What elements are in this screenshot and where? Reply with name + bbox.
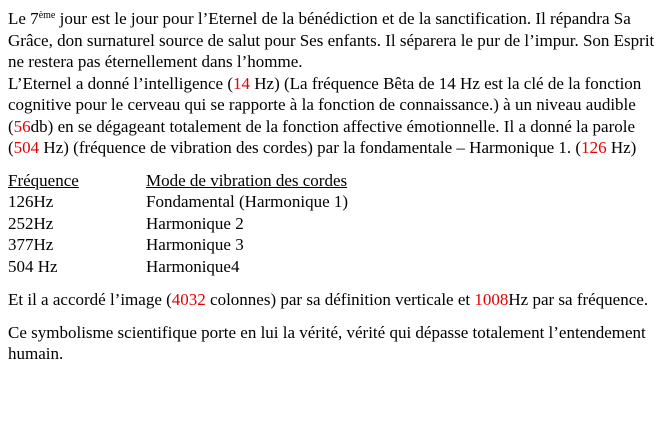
paragraph-text: Hz par sa fréquence. bbox=[508, 290, 649, 309]
paragraph-text: Le 7 bbox=[8, 9, 39, 28]
table-cell: Fondamental (Harmonique 1) bbox=[146, 192, 349, 211]
paragraph-text: Hz) (fréquence de vibration des cordes) par la fondamentale – Harmonique 1. ( bbox=[39, 138, 582, 157]
ordinal-superscript: ème bbox=[38, 10, 56, 21]
highlight-value: 4032 bbox=[171, 290, 206, 309]
paragraph-text: Hz) bbox=[606, 138, 637, 157]
paragraph-text: Et il a accordé l’image ( bbox=[8, 290, 172, 309]
paragraph-seventh-day bbox=[8, 8, 658, 73]
highlight-value: 126 bbox=[581, 138, 607, 157]
highlight-value: 504 bbox=[13, 138, 40, 157]
table-header-cell: Fréquence bbox=[8, 170, 79, 190]
table-cell: 504 Hz bbox=[8, 256, 58, 276]
table-row bbox=[8, 256, 658, 278]
highlight-value: 14 bbox=[233, 73, 251, 93]
table-row bbox=[8, 191, 658, 213]
paragraph-text: jour est le jour pour l’Eternel de la bénédiction et de la sanctification. Il répandra Sa Grâce, don surnaturel source de salut pour Ses enfants. Il séparera le pur de l’impur. Son Esprit ne restera pas éternellement dans l’homme. bbox=[8, 9, 655, 71]
paragraph-intelligence bbox=[8, 73, 658, 159]
table-cell: 377Hz bbox=[8, 235, 54, 254]
paragraph-text: colonnes) par sa définition verticale et bbox=[205, 290, 475, 309]
paragraph-text: L’Eternel a donné l’intelligence ( bbox=[8, 73, 234, 93]
table-cell: Harmonique4 bbox=[146, 256, 240, 276]
paragraph-text: Hz) (La fréquence Bêta de 14 Hz est la clé de la fonction cognitive pour le cerveau qui se rapporte à la fonction de connaissance.) à un niveau audible ( bbox=[8, 73, 642, 136]
table-cell: Harmonique 2 bbox=[146, 213, 244, 233]
table-header-row bbox=[8, 170, 658, 192]
table-row bbox=[8, 213, 658, 235]
paragraph-symbolism: Ce symbolisme scientifique porte en lui la vérité, vérité qui dépasse totalement l’entendement humain. bbox=[8, 322, 646, 363]
frequency-table bbox=[8, 170, 658, 278]
highlight-value: 1008 bbox=[474, 290, 509, 309]
document-body bbox=[8, 8, 658, 365]
paragraph-text: db) en se dégageant totalement de la fonction affective émotionnelle. Il a donné la parole ( bbox=[8, 116, 636, 157]
highlight-value: 56 bbox=[13, 116, 31, 136]
table-cell: 126Hz bbox=[8, 192, 54, 211]
table-row bbox=[8, 234, 658, 256]
table-cell: 252Hz bbox=[8, 213, 54, 233]
table-header-cell: Mode de vibration des cordes bbox=[146, 170, 348, 190]
table-cell: Harmonique 3 bbox=[146, 235, 244, 254]
paragraph-image bbox=[8, 289, 658, 311]
